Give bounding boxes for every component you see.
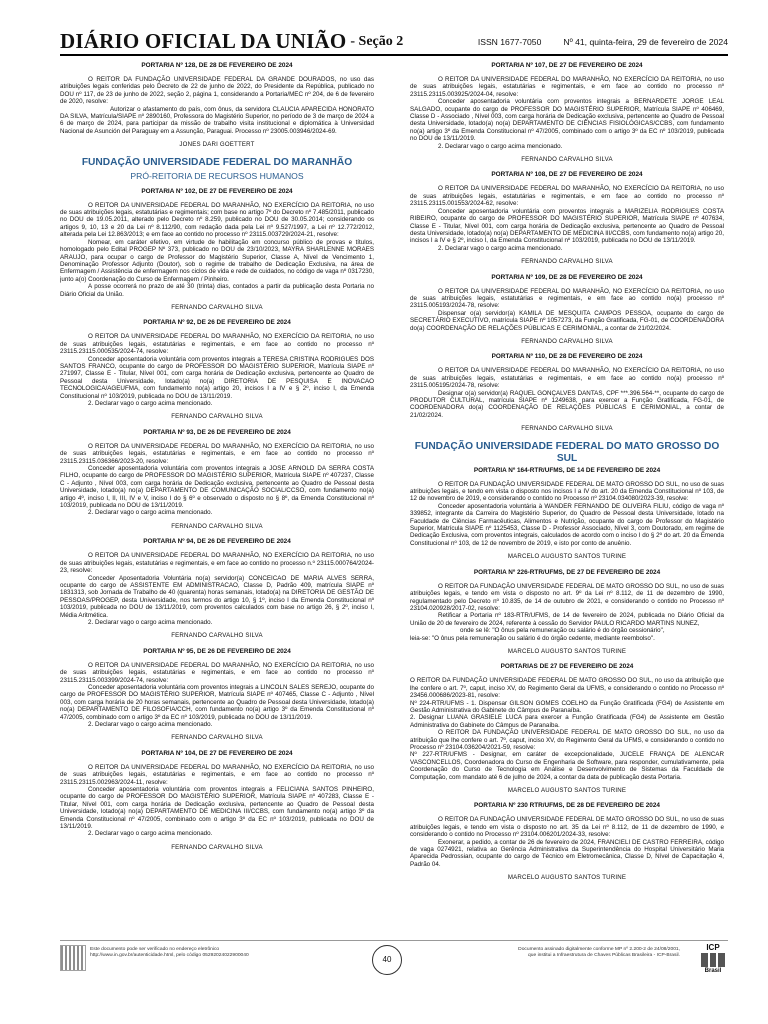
portaria-heading: PORTARIA Nº 128, DE 28 DE FEVEREIRO DE 2024	[141, 62, 293, 69]
portaria-heading: PORTARIA Nº 104, DE 27 DE FEVEREIRO DE 2024	[141, 749, 293, 757]
signature: JONES DARI GOETTERT	[179, 141, 255, 149]
verification-line: Este documento pode ser verificado no endereço eletrônico	[90, 947, 220, 952]
signature: FERNANDO CARVALHO SILVA	[171, 843, 263, 851]
portaria-text: O REITOR DA UNIVERSIDADE FEDERAL DO MARANHÃO, NO EXERCÍCIO DA REITORIA, no uso de suas atribuições legais, estatutárias e regimentais, e em face ao contido no processo nº 23115.23115.002963/2024-11, resolve:	[60, 763, 374, 786]
portaria-text: 2. Declarar vago o cargo acima mencionado.	[88, 618, 213, 626]
portaria-text: Designar o(a) servidor(a) RAQUEL GONÇALVES DANTAS, CPF ***.396.564-**, ocupante do cargo de PRODUTOR CULTURAL, matrícula SIAPE nº 1249638, para exercer a Função Gratificada, FG-01, de COORDENADORA do(a) COORDENAÇÃO DE RELAÇÕES PÚBLICAS E CERIMONIAL, a contar de 21/02/2024.	[410, 389, 724, 419]
signature-note-line: Documento assinado digitalmente conforme MP nº 2.200-2 de 24/08/2001,	[518, 947, 680, 952]
portaria-heading: PORTARIAS DE 27 DE FEVEREIRO DE 2024	[500, 663, 634, 671]
portaria-text: O REITOR DA UNIVERSIDADE FEDERAL DO MARANHÃO, NO EXERCÍCIO DA REITORIA, no uso de suas atribuições legais, estatutárias e regimentais, e em face ao contido no processo nº 23115.23115.001553/2024-62, resolve:	[410, 185, 724, 208]
portaria-text: Dispensar o(a) servidor(a) KAMILA DE MESQUITA CAMPOS PESSOA, ocupante do cargo de SECRETÁRIO EXECUTIVO, matrícula SIAPE nº 1057273, da Função Gratificada, FG-01, de COORDENADORA do(a) COORDENAÇÃO DE RELAÇÕES PÚBLICAS E CERIMONIAL, a contar de 21/02/2024.	[410, 309, 724, 332]
issue-meta	[478, 30, 728, 54]
portaria-text: O REITOR DA FUNDAÇÃO UNIVERSIDADE FEDERAL DE MATO GROSSO DO SUL, no uso de suas atribuições legais, e tendo em vista o disposto no art. 35 da Lei nº 8.112, de 11 de dezembro de 1990, e considerando o contido no Processo nº 23104.006201/2024-33, resolve:	[410, 816, 724, 839]
portaria-text: O REITOR DA UNIVERSIDADE FEDERAL DO MARANHÃO, NO EXERCÍCIO DA REITORIA, no uso de suas atribuições legais, estatutárias e regimentais, e em face ao contido no processo nº 23115.23115.036366/2023-20, resolve:	[60, 442, 374, 465]
portaria-text: Conceder aposentadoria voluntária com proventos integrais a FELICIANA SANTOS PINHEIRO, ocupante do cargo de PROFESSOR DO MAGISTÉRIO SUPERIOR, Matrícula SIAPE nº 407283, Classe E - Titular, Nível 001, com carga horária de Dedicação exclusiva, pertencente ao Quadro de Pessoal desta Universidade, lotado(a) no(a) DEPARTAMENTO DE MEDICINA III/CCBS, com fundamento no(a) artigo 3º da Emenda Constitucional nº 47/2005, combinado com o artigo 3º da EC nº 103/2019, publicada no DOU de 13/11/2019.	[60, 786, 374, 831]
signature: FERNANDO CARVALHO SILVA	[171, 632, 263, 640]
portaria-text: Nomear, em caráter efetivo, em virtude de habilitação em concurso público de provas e títulos, homologado pelo Edital PROGEP Nº 373, publicado no DOU de 23/10/2023, MAYRA SHARLENNE MORAES ARAUJO, para ocupar o cargo de Professor do Magistério Superior, Classe A, Nível de Vencimento 1, Denominação Professor Adjunto (Doutor), sob o regime de trabalho de Dedicação Exclusiva, na área de Enfermagem / Assistência de enfermagem nos ciclos de vida e rede de cuidados, no código de vaga nº 0317230, junto a(o) Coordenação do Curso de Enfermagem / Pinheiro.	[60, 238, 374, 283]
portaria-text: 2. Declarar vago o cargo acima mencionado.	[438, 142, 563, 150]
portaria-text: O REITOR DA UNIVERSIDADE FEDERAL DO MARANHÃO, NO EXERCÍCIO DA REITORIA, no uso de suas atribuições legais, estatutárias e regimentais, e em face ao contido no processo nº 23115.23115.003925/2024-04, resolve:	[410, 76, 724, 98]
portaria-text: O REITOR DA FUNDAÇÃO UNIVERSIDADE FEDERAL DE MATO GROSSO DO SUL, no uso da atribuição que lhe confere o art. 7º, caput, inciso XV, do Regimento Geral da UFMS, e considerando o contido no Processo nº 23456.000686/2023-81, resolve:	[410, 677, 724, 700]
portaria-text: Conceder aposentadoria voluntária com proventos integrais a MARIZELIA RODRIGUES COSTA RIBEIRO, ocupante do cargo de PROFESSOR DO MAGISTÉRIO SUPERIOR, Matrícula SIAPE nº 407634, Classe E - Titular, Nível 001, com carga horária de Dedicação exclusiva, pertencente ao Quadro de Pessoal desta Universidade, lotado(a) no(a) DEPARTAMENTO DE MEDICINA III/CCBS, com fundamento no(a) artigo 20, incisos I a IV e § 2º, inciso I, da Emenda Constitucional nº 103/2019, publicada no DOU de 13/11/2019.	[410, 207, 724, 245]
portaria-text: 2. Declarar vago o cargo acima mencionado.	[88, 830, 213, 838]
portaria-heading: PORTARIA Nº 110, DE 28 DE FEVEREIRO DE 2024	[491, 353, 643, 361]
portaria-text: O REITOR DA FUNDAÇÃO UNIVERSIDADE FEDERAL DE MATO GROSSO DO SUL, no uso da atribuição que lhe confere o art. 7º, caput, inciso XV, do Regimento Geral da UFMS, e considerando o contido no Processo nº 23104.036204/2021-59, resolve:	[410, 729, 724, 751]
portaria-text: Exonerar, a pedido, a contar de 26 de fevereiro de 2024, FRANCIELI DE CASTRO FERREIRA, código de vaga 0274921, relativa ao Gerência Administrativa da Superintendência do Hospital Universitário Maria Aparecida Pedrossian, ocupante do cargo de Técnico em Eletromecânica, Classe D, Nível de Capacitação 4, Padrão 04.	[410, 838, 724, 868]
left-column	[60, 62, 374, 938]
portaria-text: Nº 227-RTR/UFMS - Designar, em caráter de excepcionalidade, JUCELE FRANÇA DE ALENCAR VASCONCELLOS, Coordenadora do Curso de Engenharia de Software, para responder, cumulativamente, pela Coordenação do Curso de Tecnologia em Análise e Desenvolvimento de Sistemas da Faculdade de Computação, com mandato até 6 de julho de 2024, a contar da data de publicação desta Portaria.	[410, 751, 724, 781]
signature: MARCELO AUGUSTO SANTOS TURINE	[507, 787, 627, 795]
portaria-text: O REITOR DA UNIVERSIDADE FEDERAL DO MARANHÃO, NO EXERCÍCIO DA REITORIA, no uso de suas atribuições legais, estatutárias e regimentais, e em face ao contido no processo n.º 23115.000764/2024-23, resolve:	[60, 552, 374, 575]
portaria-text: 2. Designar LUANA GRASIELE LUCA para exercer a Função Gratificada (FG4) de Assistente em Gestão Administrativa do Gabinete do Câmpus de Paranaíba.	[410, 714, 724, 729]
signature: MARCELO AUGUSTO SANTOS TURINE	[507, 874, 627, 882]
portaria-heading: PORTARIA Nº 226-RTR/UFMS, DE 27 DE FEVEREIRO DE 2024	[473, 568, 661, 576]
portaria-text: Conceder aposentadoria voluntária com proventos integrais a JOSE ARNOLD DA SERRA COSTA FILHO, ocupante do cargo de PROFESSOR DO MAGISTÉRIO SUPERIOR, Matrícula SIAPE nº 407237, Classe C - Adjunto , Nível 003, com carga horária de Dedicação exclusiva, pertencente ao Quadro de Pessoal desta Universidade, lotado(a) no(a) DEPARTAMENTO DE COMUNICAÇÃO SOCIAL/CCSO, com fundamento no(a) artigo 4º, inciso I, II, III, IV e V, inciso I do § 6º e observado o disposto no § 8º, da Emenda Constitucional nº 103/2019, publicada no DOU de 13/11/2019.	[60, 465, 374, 510]
portaria-heading: PORTARIA Nº 92, DE 26 DE FEVEREIRO DE 2024	[143, 319, 291, 327]
sub-organization-heading: PRÓ-REITORIA DE RECURSOS HUMANOS	[130, 170, 304, 181]
portaria-heading: PORTARIA Nº 94, DE 26 DE FEVEREIRO DE 2024	[143, 538, 291, 546]
portaria-text: Conceder aposentadoria voluntária com proventos integrais a BERNARDETE JORGE LEAL SALGADO, ocupante do cargo de PROFESSOR DO MAGISTÉRIO SUPERIOR, Matrícula SIAPE nº 406469, Classe D - Associado , Nível 003, com carga horária de Dedicação exclusiva, pertencente ao Quadro de Pessoal desta Universidade, lotado(a) no(a) DEPARTAMENTO DE CIÊNCIAS FISIOLÓGICAS/CCBS, com fundamento no(a) artigo 3º da Emenda Constitucional nº 47/2005, combinado com o artigo 3º da EC nº 103/2019, publicada no DOU de 13/11/2019.	[410, 98, 724, 143]
signature: FERNANDO CARVALHO SILVA	[171, 303, 263, 311]
portaria-text: Autorizar o afastamento do país, com ônus, da servidora CLAUCIA APARECIDA HONORATO DA SILVA, Matrícula/SIAPE nº 2890160, Professora do Magistério Superior, no período de 3 de março de 2024 a 6 de março de 2024, para participar da missão de trabalho visita institucional e diplomática à Universidad Nacional de Asunción del Paraguay em a Assunção, Paraguai. Processo nº 23005.003946/2024-69.	[60, 105, 374, 135]
portaria-text: O REITOR DA UNIVERSIDADE FEDERAL DO MARANHÃO, NO EXERCÍCIO DA REITORIA, no uso de suas atribuições legais, estatutárias e regimentais, e em face ao contido no processo nº 23115.23115.003399/2024-74, resolve:	[60, 661, 374, 684]
signature: FERNANDO CARVALHO SILVA	[521, 258, 613, 266]
portaria-text: A posse ocorrerá no prazo de até 30 (trinta) dias, contados a partir da publicação desta Portaria no Diário Oficial da União.	[60, 283, 374, 298]
signature: MARCELO AUGUSTO SANTOS TURINE	[507, 647, 627, 655]
signature: FERNANDO CARVALHO SILVA	[171, 734, 263, 742]
portaria-text: Conceder aposentadoria voluntária com proventos integrais a TERESA CRISTINA RODRIGUES DOS SANTOS FRANCO, ocupante do cargo de PROFESSOR DO MAGISTÉRIO SUPERIOR, Matrícula SIAPE nº 271997, Classe E - Titular, Nível 001, com carga horária de Dedicação exclusiva, pertencente ao Quadro de Pessoal desta Universidade, lotado(a) no(a) DIRETORIA DE PESQUISA E INOVACAO TECNOLOGICA/AGEUFMA, com fundamento no(a) artigo 20, incisos I a IV e § 2º, inciso I, da Emenda Constitucional nº 103/2019, publicada no DOU de 13/11/2019.	[60, 355, 374, 400]
portaria-text: O REITOR DA FUNDAÇÃO UNIVERSIDADE FEDERAL DE MATO GROSSO DO SUL, no uso de suas atribuições legais, e tendo em vista o disposto no art. 9º da Lei nº 8.112, de 11 de dezembro de 1990, regulamentado pelo Decreto nº 10.835, de 14 de outubro de 2021, e considerando o contido no Processo nº 23104.020928/2017-02, resolve:	[410, 582, 724, 612]
page-footer	[60, 940, 728, 991]
portaria-heading: PORTARIA Nº 102, DE 27 DE FEVEREIRO DE 2024	[141, 187, 293, 195]
signature: FERNANDO CARVALHO SILVA	[521, 425, 613, 433]
portaria-text: O REITOR DA UNIVERSIDADE FEDERAL DO MARANHÃO, NO EXERCÍCIO DA REITORIA, no uso de suas atribuições legais, estatutárias e regimentais, e em face ao contido no(a) processo nº 23115.005195/2024-78, resolve:	[410, 367, 724, 390]
section-label: - Seção 2	[350, 34, 404, 49]
portaria-text: O REITOR DA FUNDAÇÃO UNIVERSIDADE FEDERAL DE MATO GROSSO DO SUL, no uso de suas atribuições legais, e tendo em vista o disposto nos incisos I a IV do art. 20 da Emenda Constitucional nº 103, de 12 de novembro de 2019, e considerando o contido no Processo nº 23104.034080/2023-39, resolve:	[410, 480, 724, 503]
signature: FERNANDO CARVALHO SILVA	[521, 337, 613, 345]
portaria-heading: PORTARIA Nº 93, DE 26 DE FEVEREIRO DE 2024	[143, 428, 291, 436]
issue-date: Nº 41, quinta-feira, 29 de fevereiro de 2024	[563, 37, 728, 47]
portaria-text: Conceder aposentadoria voluntária à WANDER FERNANDO DE OLIVEIRA FILIU, código de vaga nº 339852, integrante da Carreira do Magistério Superior, do Quadro de Pessoal desta Universidade, lotado na Faculdade de Ciências Farmacêuticas, Alimentos e Nutrição, ocupante do cargo de Professor do Magistério Superior, Matrícula SIAPE nº 1125453, Classe D - Professor Associado, Nível 3, com Doutorado, em regime de Dedicação Exclusiva, com proventos integrais, calculados de acordo com o inciso I do § 2º do art. 20 da Emenda Constitucional nº 103, de 12 de novembro de 2019, e isto por conto de anuênio.	[410, 502, 724, 547]
signature-note	[430, 947, 680, 960]
page-number: 40	[372, 945, 402, 975]
icp-badge-stripes	[701, 953, 725, 967]
portaria-heading: PORTARIA Nº 230 RTR/UFMS, DE 28 DE FEVEREIRO DE 2024	[474, 802, 660, 810]
portaria-text: Nº 224-RTR/UFMS - 1. Dispensar GILSON GOMES COELHO da Função Gratificada (FG4) de Assistente em Gestão Administrativa do Gabinete do Câmpus de Paranaíba.	[410, 699, 724, 714]
icp-badge-label: Brasil	[704, 968, 722, 974]
icp-badge-label: ICP	[706, 943, 720, 952]
portaria-text: Conceder aposentadoria voluntária com proventos integrais a LINCOLN SALES SEREJO, ocupante do cargo de PROFESSOR DO MAGISTÉRIO SUPERIOR, Matrícula SIAPE nº 407465, Classe C - Adjunto , Nível 003, com carga horária de 20 horas semanais, pertencente ao Quadro de Pessoal desta Universidade, lotado(a) no(a) DEPARTAMENTO DE FILOSOFIA/CCH, com fundamento no(a) artigo 3º da Emenda Constitucional nº 47/2005, combinado com o artigo 3º da EC nº 103/2019, publicada no DOU de 13/11/2019.	[60, 683, 374, 721]
portaria-text: Retificar a Portaria nº 183-RTR/UFMS, de 14 de fevereiro de 2024, publicada no Diário Oficial da União de 20 de fevereiro de 2024, referente à cessão do Servidor PAULO RICARDO MARTINS NUNEZ,	[410, 612, 724, 627]
portaria-text: O REITOR DA FUNDAÇÃO UNIVERSIDADE FEDERAL DA GRANDE DOURADOS, no uso das atribuições legais conferidas pelo Decreto de 22 de junho de 2022, do Presidente da República, publicado no DOU nº 117, de 23 de junho de 2022, seção 2, página 1, considerando a Portaria/MEC nº 204, de 6 de fevereiro de 2020, resolve:	[60, 76, 374, 106]
portaria-heading: PORTARIA Nº 108, DE 27 DE FEVEREIRO DE 2024	[491, 171, 643, 179]
signature: MARCELO AUGUSTO SANTOS TURINE	[507, 553, 627, 561]
portaria-text: leia-se: "O ônus pela remuneração ou salário é do órgão cedente, mediante reembolso".	[410, 634, 655, 642]
masthead	[60, 26, 728, 56]
organization-heading: FUNDAÇÃO UNIVERSIDADE FEDERAL DO MATO GROSSO DO SUL	[414, 440, 720, 464]
signature: FERNANDO CARVALHO SILVA	[521, 156, 613, 164]
portaria-text: 2. Declarar vago o cargo acima mencionado.	[88, 721, 213, 728]
verification-link[interactable]: http://www.in.gov.br/autenticidade.html, pelo código 05292024022900040	[90, 953, 249, 959]
portaria-text: 2. Declarar vago o cargo acima mencionado.	[438, 244, 563, 252]
right-column	[410, 62, 724, 938]
portaria-heading: PORTARIA Nº 95, DE 26 DE FEVEREIRO DE 2024	[143, 647, 291, 655]
portaria-text: O REITOR DA UNIVERSIDADE FEDERAL DO MARANHÃO, NO EXERCÍCIO DA REITORIA, no uso de suas atribuições legais, estatutárias e regimentais, e em face ao contido no(a) processo nº 23115.005193/2024-78, resolve:	[410, 287, 724, 310]
portaria-heading: PORTARIA Nº 164-RTR/UFMS, DE 14 DE FEVEREIRO DE 2024	[473, 466, 661, 474]
portaria-text: Conceder Aposentadoria Voluntária no(a) servidor(a) CONCEICAO DE MARIA ALVES SERRA, ocupante do cargo de ASSISTENTE EM ADMINISTRACAO, Classe D, Padrão 409, matrícula SIAPE nº 1831313, sob Jornada de Trabalho de 40 (quarenta) horas semanais, lotado(a) na DIRETORIA DE GESTÃO DE PESSOAS/PROGEP, desta Universidade, nos termos do artigo 10, § 1º, inciso I da Emenda Constitucional nº 103/2019, publicada no DOU de 13/11/2019, com proventos calculados com base no artigo 26, § 2º, inciso I, Média Aritmética.	[60, 574, 374, 619]
portaria-text: O REITOR DA UNIVERSIDADE FEDERAL DO MARANHÃO, NO EXERCÍCIO DA REITORIA, no uso de suas atribuições legais, estatutárias e regimentais, e em face ao contido no processo nº 23115.23115.000535/2024-74, resolve:	[60, 333, 374, 356]
portaria-text: O REITOR DA UNIVERSIDADE FEDERAL DO MARANHÃO, NO EXERCÍCIO DA REITORIA, no uso de suas atribuições legais, estatutárias e regimentais; com base no artigo 7º do Decreto nº 7.485/2011, publicado no DOU de 19.05.2011, alterado pelo Decreto nº 8.259, publicado no DOU de 30.05.2014; considerando os artigos 9, 10, 13 e 20 da Lei nº 8.112/90, com redação dada pela Lei nº 9.527/1997, a Lei nº 12.772/2012, alterada pela Lei 12.863/2013; e em face ao contido no processo nº 23115.003729/2024-21, resolve:	[60, 201, 374, 239]
portaria-heading: PORTARIA Nº 107, DE 27 DE FEVEREIRO DE 2024	[491, 62, 643, 69]
publication-title: DIÁRIO OFICIAL DA UNIÃO	[60, 29, 347, 53]
verification-note	[90, 947, 380, 960]
signature: FERNANDO CARVALHO SILVA	[171, 413, 263, 421]
signature: FERNANDO CARVALHO SILVA	[171, 522, 263, 530]
icp-brasil-logo-icon	[698, 943, 728, 977]
portaria-text: 2. Declarar vago o cargo acima mencionado.	[88, 400, 213, 407]
portaria-text: 2. Declarar vago o cargo acima mencionado.	[88, 509, 213, 517]
issn: ISSN 1677-7050	[477, 37, 542, 47]
portaria-heading: PORTARIA Nº 109, DE 28 DE FEVEREIRO DE 2024	[491, 273, 643, 281]
organization-heading: FUNDAÇÃO UNIVERSIDADE FEDERAL DO MARANHÃO	[81, 156, 353, 168]
portaria-text: onde se lê: "O ônus pela remuneração ou salário é do órgão cessionário",	[460, 627, 665, 635]
signature-note-line: que institui a Infraestrutura de Chaves Públicas Brasileira - ICP-Brasil.	[528, 953, 680, 959]
qr-code-icon	[60, 945, 86, 971]
